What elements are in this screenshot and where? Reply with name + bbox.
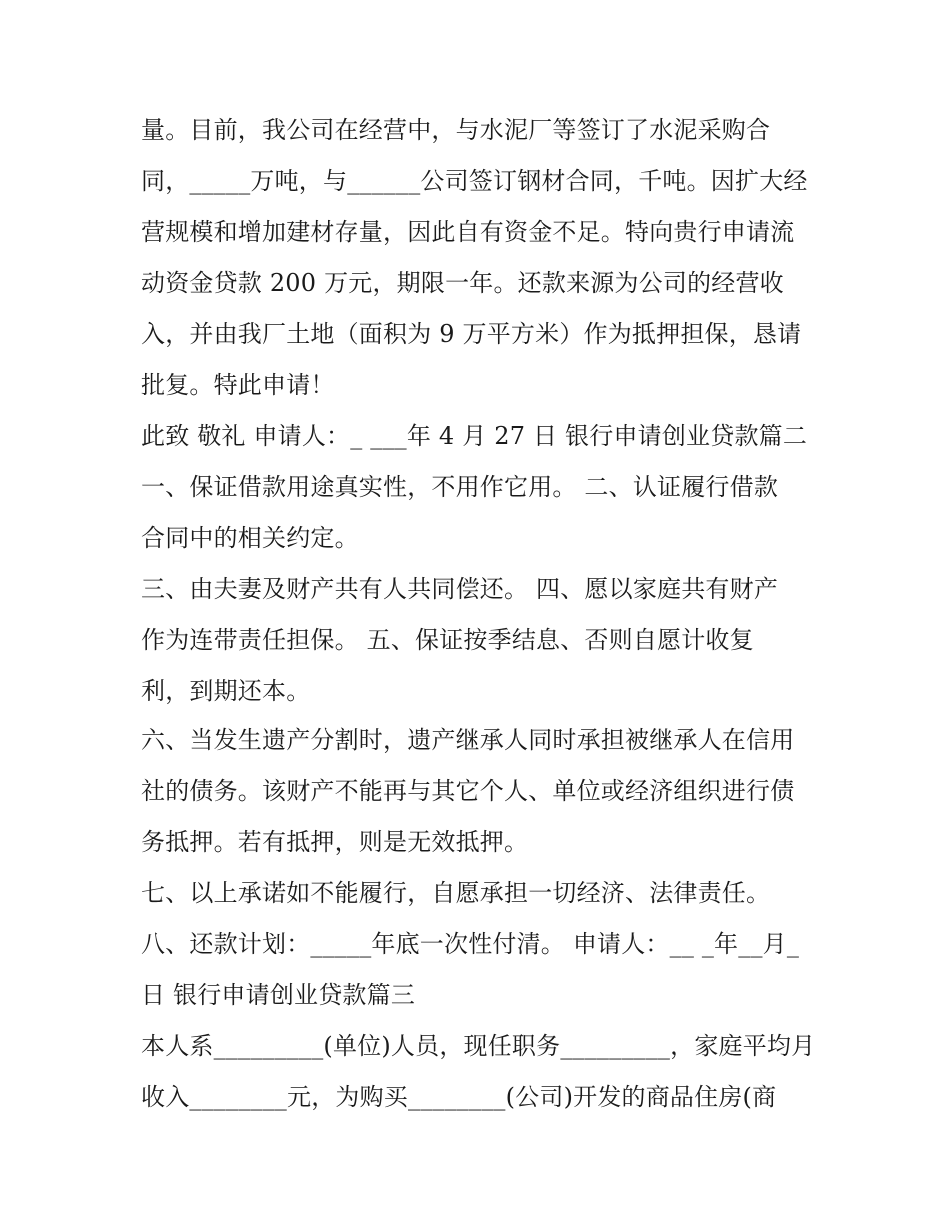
- text-line: 本人系_________(单位)人员，现任职务_________，家庭平均月: [141, 1032, 816, 1060]
- text-line: 入，并由我厂土地（面积为 9 万平方米）作为抵押担保，恳请: [141, 320, 802, 348]
- text-line: 三、由夫妻及财产共有人共同偿还。 四、愿以家庭共有财产: [141, 575, 779, 603]
- text-line: 六、当发生遗产分割时，遗产继承人同时承担被继承人在信用: [141, 726, 795, 754]
- text-line: 八、还款计划：_____年底一次性付清。 申请人：__ _年__月_: [141, 930, 800, 958]
- text-line: 量。目前，我公司在经营中，与水泥厂等签订了水泥采购合: [141, 116, 771, 144]
- text-line: 同，_____万吨，与______公司签订钢材合同，千吨。因扩大经: [141, 167, 808, 195]
- text-line: 社的债务。该财产不能再与其它个人、单位或经济组织进行债: [141, 777, 795, 805]
- text-line: 动资金贷款 200 万元，期限一年。还款来源为公司的经营收: [141, 269, 784, 297]
- text-line: 合同中的相关约定。: [141, 524, 359, 552]
- text-line: 收入________元，为购买________(公司)开发的商品住房(商: [141, 1083, 777, 1111]
- text-line: 务抵押。若有抵押，则是无效抵押。: [141, 828, 529, 856]
- text-line: 作为连带责任担保。 五、保证按季结息、否则自愿计收复: [141, 626, 754, 654]
- text-line: 利，到期还本。: [141, 677, 311, 705]
- text-line: 日 银行申请创业贷款篇三: [141, 981, 416, 1009]
- text-line: 批复。特此申请！: [141, 371, 335, 399]
- text-line: 一、保证借款用途真实性，不用作它用。 二、认证履行借款: [141, 473, 779, 501]
- text-line: 营规模和增加建材存量，因此自有资金不足。特向贵行申请流: [141, 218, 795, 246]
- text-line: 七、以上承诺如不能履行，自愿承担一切经济、法律责任。: [141, 879, 771, 907]
- text-line: 此致 敬礼 申请人：_ ___年 4 月 27 日 银行申请创业贷款篇二: [141, 422, 808, 450]
